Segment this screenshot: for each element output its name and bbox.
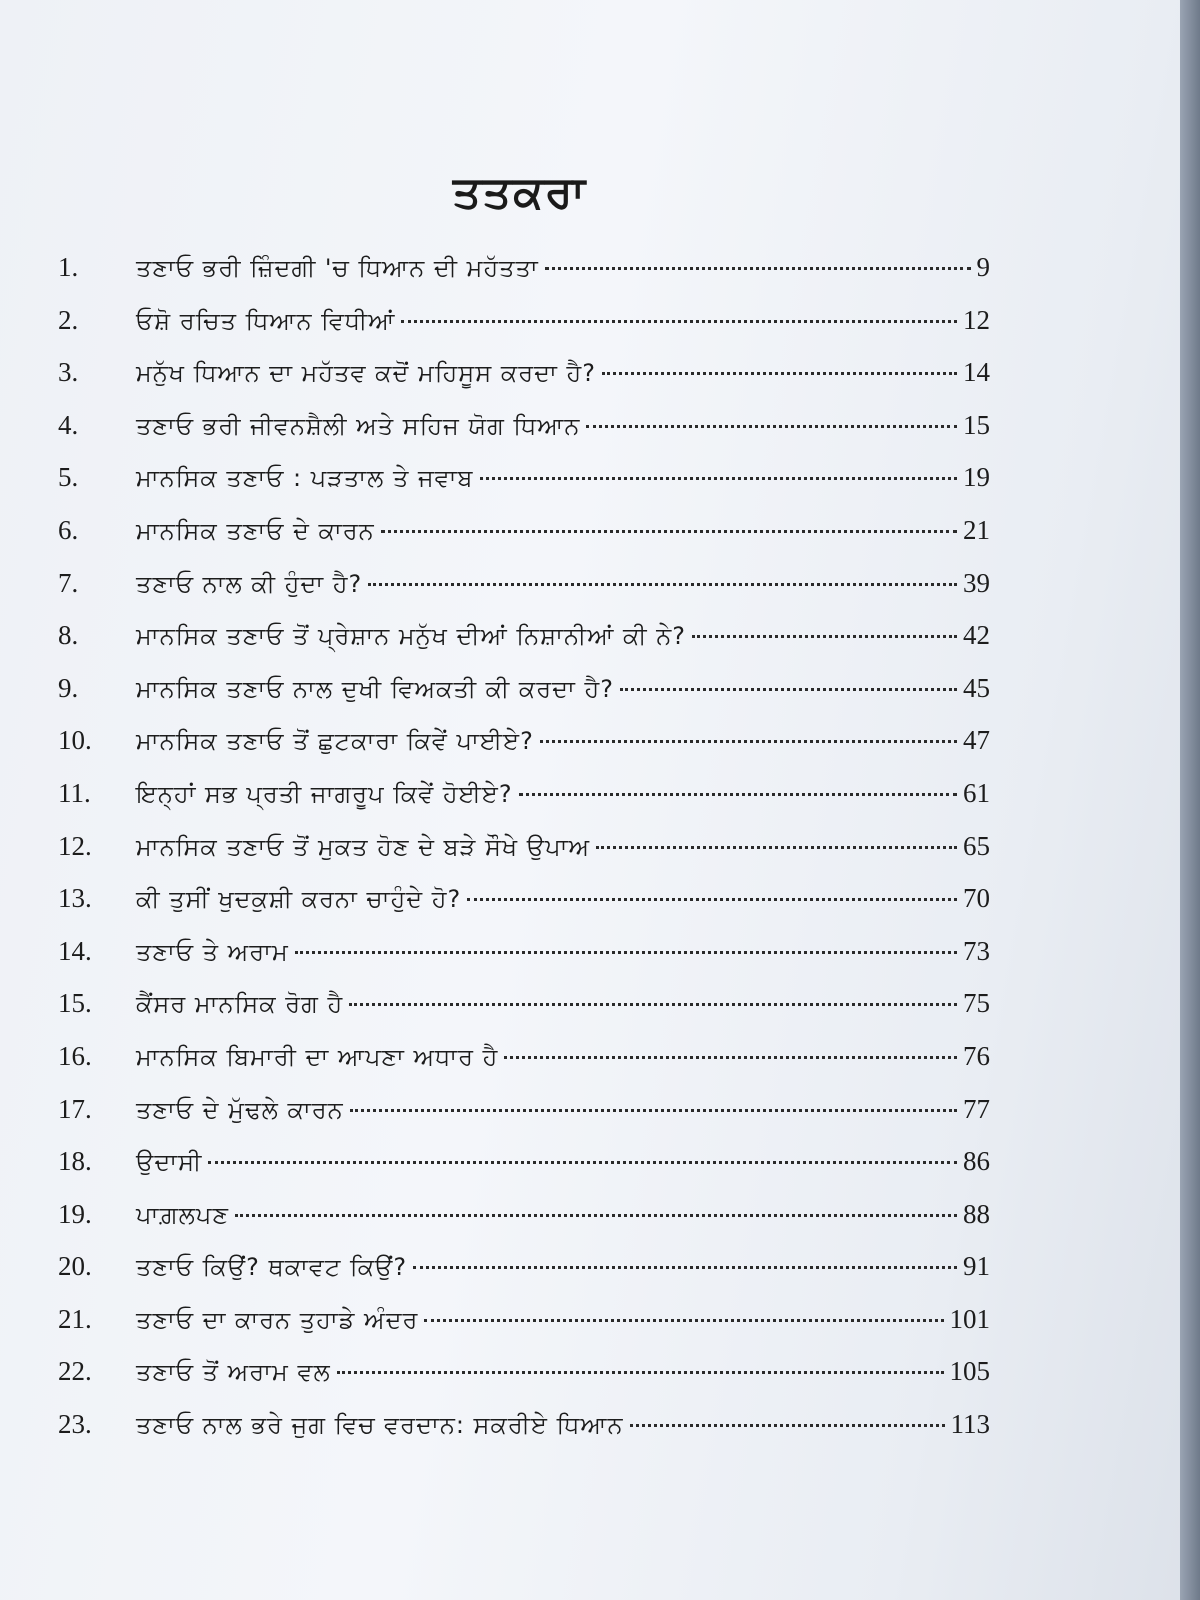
toc-entry-page: 113 [950, 1409, 990, 1440]
toc-entry-title: ਤਣਾਓ ਤੇ ਅਰਾਮ [136, 937, 289, 966]
toc-entry [58, 462, 990, 515]
toc-entry [58, 357, 990, 410]
toc-entry-page: 77 [963, 1093, 990, 1124]
dot-leader [480, 477, 958, 480]
toc-entry-number: 19. [58, 1198, 92, 1229]
toc-entry-number: 16. [58, 1040, 92, 1071]
toc-entry [58, 1304, 990, 1357]
dot-leader [596, 846, 957, 849]
toc-entry [58, 673, 990, 726]
toc-entry [58, 1094, 990, 1147]
toc-entry-page: 70 [963, 883, 990, 914]
toc-entry-number: 20. [58, 1251, 92, 1282]
toc-entry-page: 45 [963, 672, 990, 703]
toc-entry-page: 47 [963, 725, 990, 756]
toc-entry [58, 252, 990, 305]
toc-entry-page: 39 [963, 567, 990, 598]
dot-leader [413, 1266, 957, 1269]
toc-entry-page: 73 [963, 935, 990, 966]
toc-entry-title: ਤਣਾਓ ਭਰੀ ਜੀਵਨਸ਼ੈਲੀ ਅਤੇ ਸਹਿਜ ਯੋਗ ਧਿਆਨ [136, 411, 581, 440]
toc-entry-title: ਮਨੁੱਖ ਧਿਆਨ ਦਾ ਮਹੱਤਵ ਕਦੋਂ ਮਹਿਸੂਸ ਕਰਦਾ ਹੈ? [136, 359, 596, 388]
toc-entry-title: ਓਸ਼ੋ ਰਚਿਤ ਧਿਆਨ ਵਿਧੀਆਂ [136, 306, 396, 335]
toc-entry [58, 988, 990, 1041]
toc-entry-page: 88 [963, 1198, 990, 1229]
toc-entry [58, 1041, 990, 1094]
toc-entry-number: 4. [58, 409, 79, 440]
dot-leader [630, 1424, 945, 1427]
toc-entry-page: 61 [963, 777, 990, 808]
toc-entry-number: 5. [58, 462, 79, 493]
toc-entry-page: 42 [963, 620, 990, 651]
dot-leader [620, 688, 957, 691]
toc-entry-number: 14. [58, 935, 92, 966]
toc-entry [58, 936, 990, 989]
toc-entry [58, 410, 990, 463]
toc-entry-number: 7. [58, 567, 79, 598]
page-title: ਤਤਕਰਾ [452, 167, 588, 219]
toc-entry-page: 19 [963, 462, 990, 493]
toc-entry [58, 725, 990, 778]
dot-leader [424, 1319, 943, 1322]
toc-entry-title: ਮਾਨਸਿਕ ਤਣਾਓ ਨਾਲ ਦੁਖੀ ਵਿਅਕਤੀ ਕੀ ਕਰਦਾ ਹੈ? [136, 674, 614, 703]
dot-leader [519, 793, 957, 796]
toc-entry-title: ਮਾਨਸਿਕ ਤਣਾਓ ਤੋਂ ਛੁਟਕਾਰਾ ਕਿਵੇਂ ਪਾਈਏ? [136, 727, 534, 756]
toc-entry-title: ਤਣਾਓ ਦੇ ਮੁੱਢਲੇ ਕਾਰਨ [136, 1095, 344, 1124]
dot-leader [602, 372, 957, 375]
dot-leader [381, 530, 957, 533]
toc-entry-title: ਇਨ੍ਹਾਂ ਸਭ ਪ੍ਰਤੀ ਜਾਗਰੂਪ ਕਿਵੇਂ ਹੋਈਏ? [136, 779, 513, 808]
toc-entry-page: 91 [963, 1251, 990, 1282]
toc-entry-page: 76 [963, 1040, 990, 1071]
toc-entry-page: 14 [963, 357, 990, 388]
toc-entry-number: 11. [58, 777, 91, 808]
toc-entry-number: 10. [58, 725, 92, 756]
toc-entry [58, 831, 990, 884]
toc-entry-title: ਤਣਾਓ ਨਾਲ ਭਰੇ ਜੁਗ ਵਿਚ ਵਰਦਾਨ: ਸਕਰੀਏ ਧਿਆਨ [136, 1411, 624, 1440]
toc-entry-page: 105 [949, 1356, 990, 1387]
toc-entry-number: 15. [58, 988, 92, 1019]
toc-entry-page: 12 [963, 304, 990, 335]
page-edge [1180, 0, 1200, 1600]
toc-entry-title: ਕੈਂਸਰ ਮਾਨਸਿਕ ਰੋਗ ਹੈ [136, 990, 344, 1019]
toc-entry [58, 778, 990, 831]
dot-leader [337, 1371, 944, 1374]
toc-entry-number: 1. [58, 252, 79, 282]
toc-entry-title: ਮਾਨਸਿਕ ਬਿਮਾਰੀ ਦਾ ਆਪਣਾ ਅਧਾਰ ਹੈ [136, 1042, 499, 1071]
toc-entry-title: ਮਾਨਸਿਕ ਤਣਾਓ : ਪੜਤਾਲ ਤੇ ਜਵਾਬ [136, 464, 474, 493]
toc-entry [58, 515, 990, 568]
toc-entry-page: 9 [976, 252, 990, 282]
toc-entry-page: 86 [963, 1146, 990, 1177]
toc-entry-number: 23. [58, 1409, 92, 1440]
table-of-contents [58, 252, 990, 1462]
toc-entry [58, 883, 990, 936]
toc-entry-page: 15 [963, 409, 990, 440]
toc-entry-title: ਤਣਾਓ ਦਾ ਕਾਰਨ ਤੁਹਾਡੇ ਅੰਦਰ [136, 1305, 419, 1334]
toc-entry-title: ਤਣਾਓ ਨਾਲ ਕੀ ਹੁੰਦਾ ਹੈ? [136, 569, 363, 598]
dot-leader [504, 1056, 957, 1059]
toc-entry [58, 1251, 990, 1304]
toc-entry-title: ਮਾਨਸਿਕ ਤਣਾਓ ਤੋਂ ਮੁਕਤ ਹੋਣ ਦੇ ਬੜੇ ਸੌਖੇ ਉਪਾਅ [136, 832, 591, 861]
dot-leader [401, 320, 957, 323]
toc-entry-number: 13. [58, 883, 92, 914]
toc-entry [58, 568, 990, 621]
toc-entry-page: 75 [963, 988, 990, 1019]
toc-entry-title: ਮਾਨਸਿਕ ਤਣਾਓ ਤੋਂ ਪ੍ਰੇਸ਼ਾਨ ਮਨੁੱਖ ਦੀਆਂ ਨਿਸ਼ਾਨੀਆਂ ਕੀ ਨੇ? [136, 622, 686, 651]
dot-leader [350, 1109, 957, 1112]
toc-entry-number: 18. [58, 1146, 92, 1177]
toc-entry [58, 1199, 990, 1252]
toc-entry-page: 21 [963, 514, 990, 545]
toc-entry-title: ਪਾਗ਼ਲਪਣ [136, 1200, 229, 1229]
dot-leader [368, 583, 957, 586]
dot-leader [586, 425, 957, 428]
toc-entry-title: ਤਣਾਓ ਕਿਉਂ? ਥਕਾਵਟ ਕਿਉਂ? [136, 1253, 408, 1282]
toc-entry-title: ਤਣਾਓ ਤੋਂ ਅਰਾਮ ਵਲ [136, 1358, 331, 1387]
toc-entry-number: 9. [58, 672, 79, 703]
toc-entry-page: 101 [949, 1303, 990, 1334]
toc-entry [58, 305, 990, 358]
toc-entry-title: ਤਣਾਓ ਭਰੀ ਜ਼ਿੰਦਗੀ 'ਚ ਧਿਆਨ ਦੀ ਮਹੱਤਤਾ [136, 254, 539, 282]
dot-leader [349, 1003, 957, 1006]
toc-entry-title: ਉਦਾਸੀ [136, 1148, 203, 1177]
toc-entry [58, 1356, 990, 1409]
toc-entry-number: 22. [58, 1356, 92, 1387]
toc-entry-number: 17. [58, 1093, 92, 1124]
toc-entry-number: 3. [58, 357, 79, 388]
dot-leader [295, 951, 957, 954]
dot-leader [467, 898, 957, 901]
toc-entry-number: 8. [58, 620, 79, 651]
toc-entry-number: 21. [58, 1303, 92, 1334]
toc-entry [58, 620, 990, 673]
toc-entry-number: 6. [58, 514, 79, 545]
toc-entry-number: 2. [58, 304, 79, 335]
dot-leader [540, 740, 957, 743]
toc-entry [58, 1409, 990, 1462]
dot-leader [235, 1214, 957, 1217]
toc-entry-page: 65 [963, 830, 990, 861]
toc-entry-title: ਕੀ ਤੁਸੀਂ ਖੁਦਕੁਸ਼ੀ ਕਰਨਾ ਚਾਹੁੰਦੇ ਹੋ? [136, 885, 462, 914]
toc-entry-number: 12. [58, 830, 92, 861]
toc-entry [58, 1146, 990, 1199]
toc-entry-title: ਮਾਨਸਿਕ ਤਣਾਓ ਦੇ ਕਾਰਨ [136, 516, 375, 545]
dot-leader [545, 267, 971, 270]
dot-leader [692, 635, 957, 638]
dot-leader [208, 1161, 957, 1164]
